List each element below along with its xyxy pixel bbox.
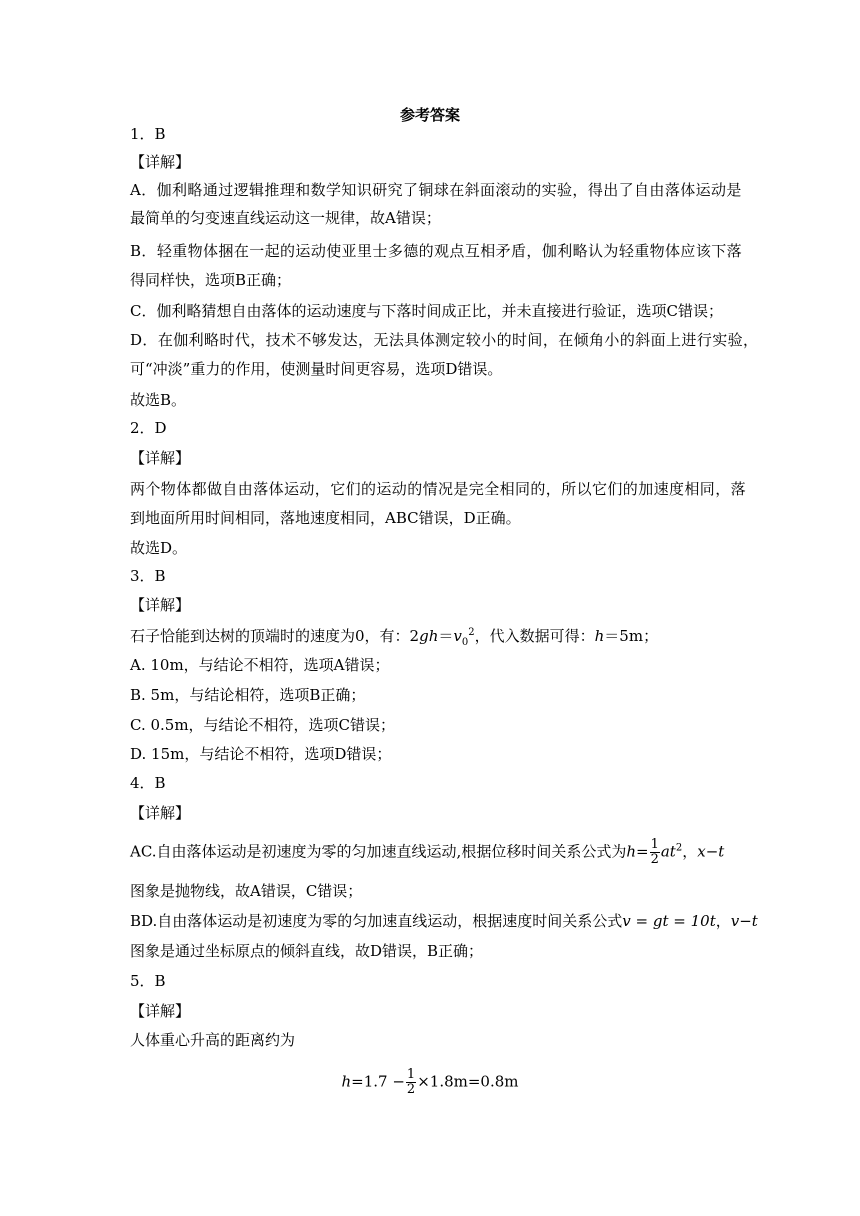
q4-bd-comma: ， — [715, 912, 731, 930]
q4-bd-line2: 图象是通过坐标原点的倾斜直线，故D错误，B正确； — [130, 942, 484, 960]
q4-ac-line1 — [130, 838, 730, 867]
q5-frac-den: 2 — [406, 1082, 416, 1097]
q1-option-c-line1: C．伽利略猜想自由落体的运动速度与下落时间成正比，并未直接进行验证，选项C错误； — [130, 302, 723, 320]
q3-option-d: D. 15m，与结论不相符，选项D错误； — [130, 745, 392, 763]
q4-bd-formula: v = gt = 10t — [622, 912, 716, 930]
q4-ac-frac-den: 2 — [650, 852, 659, 867]
q4-ac-eq: = — [636, 842, 649, 861]
q4-ac-frac-num: 1 — [650, 837, 659, 852]
q4-bd-vt: v−t — [730, 912, 758, 930]
q3-equation-line — [130, 626, 730, 646]
q4-answer: 4．B — [130, 774, 166, 792]
q5-frac-num: 1 — [406, 1067, 416, 1082]
q4-ac-sup: 2 — [675, 842, 683, 854]
q1-option-a-line1: A．伽利略通过逻辑推理和数学知识研究了铜球在斜面滚动的实验，得出了自由落体运动是 — [130, 181, 742, 199]
q2-conclusion: 故选D。 — [130, 539, 188, 557]
q4-ac-text: AC.自由落体运动是初速度为零的匀加速直线运动,根据位移时间关系公式为 — [130, 842, 627, 861]
q2-explanation-line1: 两个物体都做自由落体运动，它们的运动的情况是完全相同的，所以它们的加速度相同，落 — [130, 480, 747, 498]
q5-formula-pre: =1.7 − — [351, 1072, 405, 1091]
q1-option-d-line1: D．在伽利略时代，技术不够发达，无法具体测定较小的时间，在倾角小的斜面上进行实验， — [130, 331, 759, 349]
q5-formula-post: ×1.8m=0.8m — [417, 1072, 519, 1091]
q4-bd-text: BD.自由落体运动是初速度为零的匀加速直线运动，根据速度时间关系公式 — [130, 912, 623, 930]
q3-eq-h: h — [594, 627, 605, 645]
q3-eq-middle: ，代入数据可得： — [474, 627, 595, 645]
q5-formula — [0, 1068, 860, 1097]
q3-answer: 3．B — [130, 567, 166, 585]
q1-option-d-line2: 可“冲淡”重力的作用，使测量时间更容易，选项D错误。 — [130, 360, 503, 378]
q1-conclusion: 故选B。 — [130, 391, 187, 409]
q1-option-b-line1: B．轻重物体捆在一起的运动使亚里士多德的观点互相矛盾，伽利略认为轻重物体应该下落 — [130, 242, 743, 260]
q5-explanation: 人体重心升高的距离约为 — [130, 1031, 296, 1049]
q3-eq-v: v — [453, 627, 462, 645]
q3-eq-prefix: 石子恰能到达树的顶端时的速度为0，有：2 — [130, 627, 420, 645]
q4-ac-line2: 图象是抛物线，故A错误，C错误； — [130, 882, 363, 900]
q3-option-b: B. 5m，与结论相符，选项B正确； — [130, 686, 366, 704]
q4-ac-h: h — [626, 842, 636, 861]
q2-detail-tag: 【详解】 — [130, 449, 191, 467]
q3-option-a: A. 10m，与结论不相符，选项A错误； — [130, 656, 390, 674]
q4-ac-fraction — [650, 838, 660, 867]
q1-detail-tag: 【详解】 — [130, 153, 191, 171]
q5-detail-tag: 【详解】 — [130, 1002, 191, 1020]
q4-ac-at: at — [660, 842, 676, 861]
q5-formula-h: h — [341, 1072, 352, 1091]
q3-eq-sup: 2 — [468, 627, 475, 638]
q3-detail-tag: 【详解】 — [130, 596, 191, 614]
q4-bd-line1 — [130, 911, 758, 931]
q1-option-b-line2: 得同样快，选项B正确； — [130, 271, 292, 289]
q5-formula-fraction — [406, 1068, 416, 1097]
page-title: 参考答案 — [399, 106, 460, 124]
q1-answer: 1．B — [130, 125, 166, 143]
q3-eq-sub: 0 — [461, 637, 469, 648]
q4-ac-xt: x−t — [697, 842, 725, 861]
q3-eq-equals: ＝ — [438, 627, 454, 645]
q1-option-a-line2: 最简单的匀变速直线运动这一规律，故A错误； — [130, 209, 441, 227]
q4-detail-tag: 【详解】 — [130, 804, 191, 822]
q3-eq-gh: gh — [419, 627, 439, 645]
q4-ac-comma: ， — [682, 842, 698, 861]
q3-option-c: C. 0.5m，与结论不相符，选项C错误； — [130, 716, 396, 734]
q5-answer: 5．B — [130, 972, 166, 990]
q2-answer: 2．D — [130, 419, 167, 437]
q3-eq-result: ＝5m； — [604, 627, 659, 645]
q2-explanation-line2: 到地面所用时间相同，落地速度相同，ABC错误，D正确。 — [130, 509, 521, 527]
